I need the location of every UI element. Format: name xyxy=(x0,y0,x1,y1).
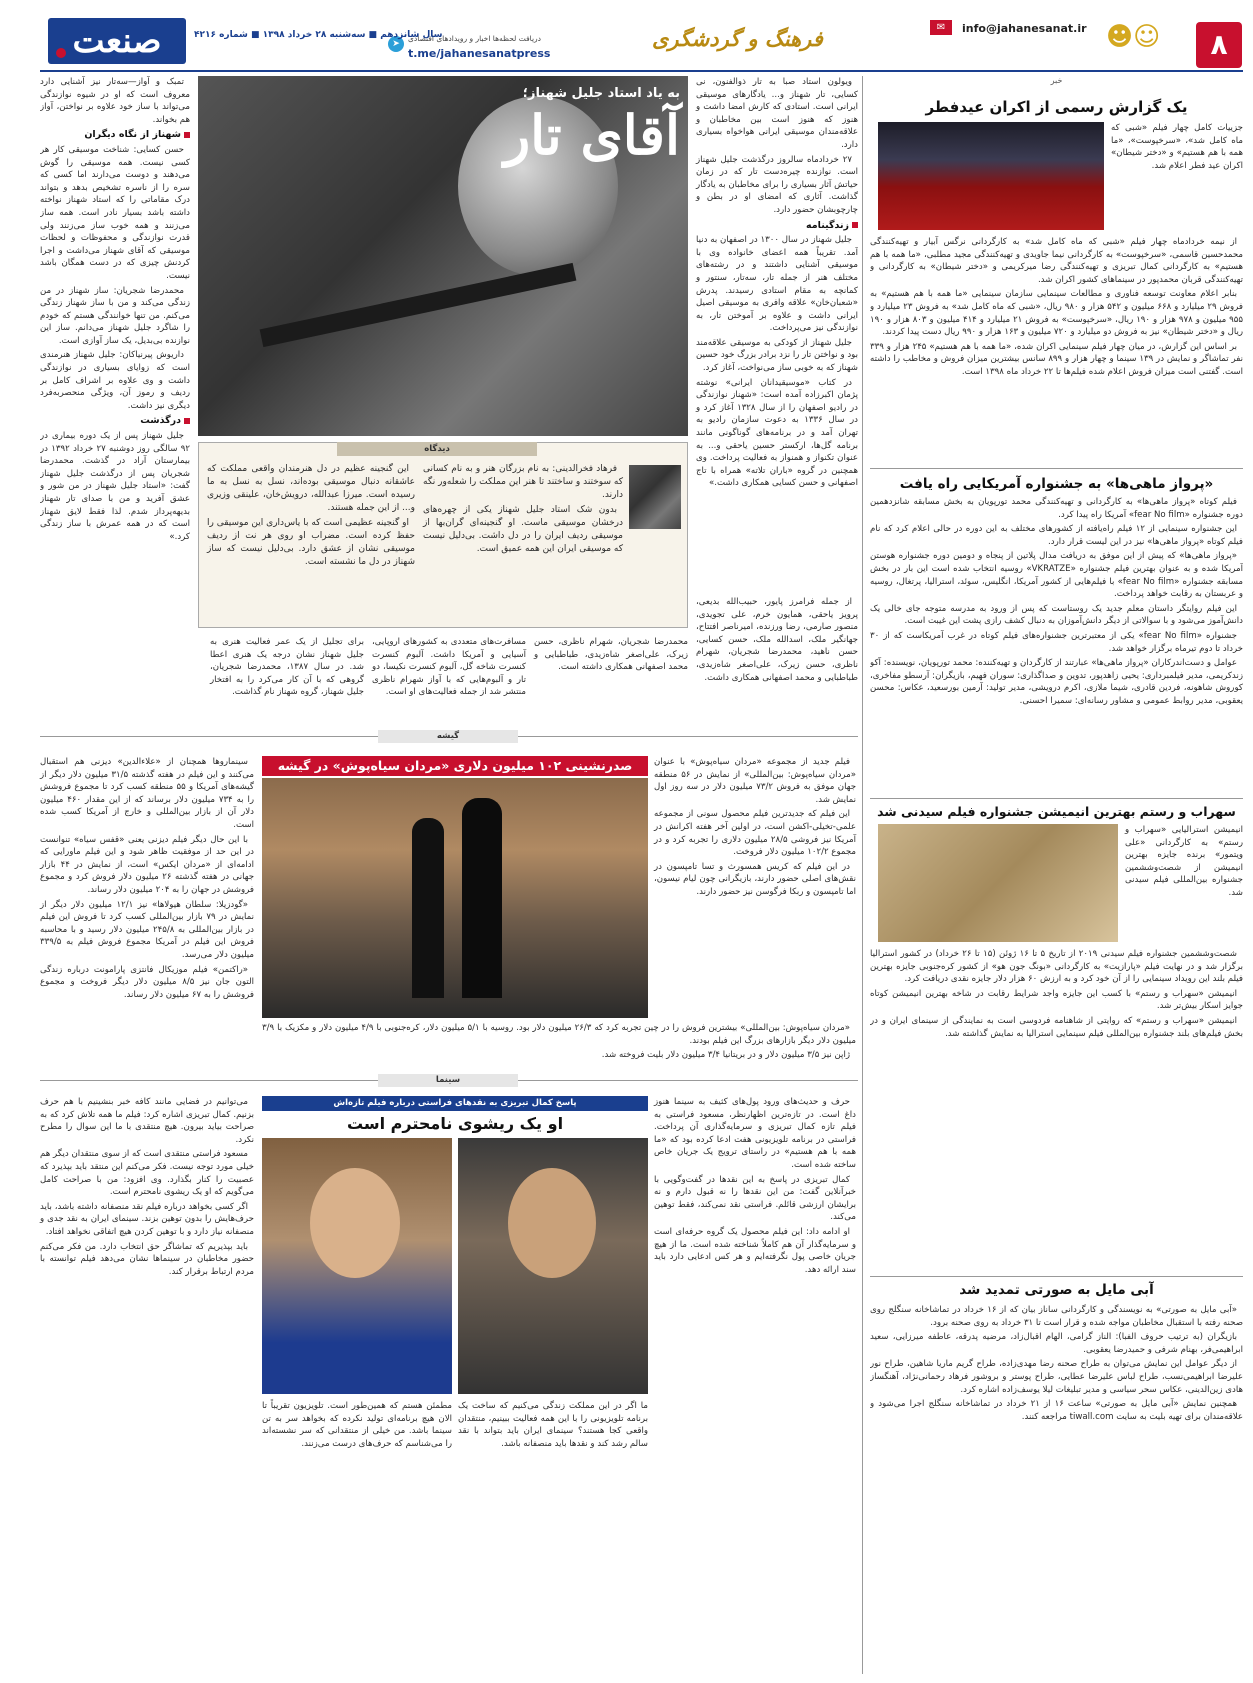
divider xyxy=(870,1276,1243,1277)
book-p: در کتاب «موسیقیدانان ایرانی» نوشته پژمان اکبرزاده آمده است: «شهناز نوازندگی در رادیو اصفهان را از سال ۱۳۲۸ آغاز کرد و در سال ۱۳۳۶ به دعوت سازمان رادیو به تهران آمد و در برنامه‌های گوناگونی مانند برنامه گل‌ها، ارکستر حسین یاحقی و... به عنوان تکنواز و همنواز به فعالیت پرداخت. وی همچنین در گروه «باران تلاته» همراه با تاج اصفهانی و حسن کسایی همکاری داشت.» xyxy=(696,377,858,489)
death-subhead: درگذشت xyxy=(40,415,190,428)
master-p4: داریوش پیرنیاکان: جلیل شهناز هنرمندی است که زوایای بسیاری در نوازندگی داشت و وی علاوه بر اشراف کامل بر ردیف و رموز آن، ویژگی منحصربه‌فرد دیگری نیز داشت. xyxy=(40,350,190,411)
story4-title: آبی مایل به صورتی تمدید شد xyxy=(959,1282,1154,1298)
story3-p2: انیمیشن «سهراب و رستم» با کسب این جایزه واجد شرایط رقابت در شاخه بهترین انیمیشن کوتاه جوایز اسکار بیش‌تر شد. xyxy=(870,988,1243,1012)
feature-strip-2: مسافرت‌های متعددی به کشورهای اروپایی، آسیایی و آمریکا داشت. آلبوم کنسرت کنسرت شاخه گل، آلبوم کنسرت نکیسا، دو تار و آلبوم‌هایی که با آواز شهرام ناظری منتشر شد از جمله فعالیت‌های او است. xyxy=(372,637,526,698)
feature-strip-1: محمدرضا شجریان، شهرام ناظری، حسن زیرک، علی‌اصغر شاه‌زیدی، طباطبایی و محمد اصفهانی همکاری داشته است. xyxy=(534,637,688,673)
masthead xyxy=(0,0,1253,72)
story3-p1: شصت‌وششمین جشنواره فیلم سیدنی ۲۰۱۹ از تاریخ ۵ تا ۱۶ ژوئن (۱۵ تا ۲۶ خرداد) در کشور استرالیا برگزار شد و در نهایت فیلم «پارازیت» به کارگردانی «بونگ جون هو» از کشور کره‌جنوبی جایزه بهترین فیلم بلند این رویداد سینمایی را از آن خود کرد و به ارزش ۶۰ هزار دلار جایزه نقدی دریافت کرد. xyxy=(870,949,1243,985)
cinema-right-col xyxy=(654,1096,856,1674)
story2-p4: این فیلم روایتگر داستان معلم جدید یک روستاست که پس از ورود به مدرسه متوجه جای خالی یک دانش‌آموز می‌شود و با سوالاتی از دیگر دانش‌آموزان به دنبال کشف رازی پشت این غیبت است. xyxy=(870,603,1243,627)
feature-right-col xyxy=(696,76,858,591)
section-title: فرهنگ و گردشگری xyxy=(652,26,823,51)
face-shape xyxy=(310,1168,400,1278)
newspaper-logo: صنعت xyxy=(48,18,186,64)
actor-figure-1 xyxy=(412,818,444,998)
names-col xyxy=(696,596,858,746)
story3-lead: انیمیشن استرالیایی «سهراب و رستم» به کارگردانی «علی ویتمور» برنده جایزه بهترین انیمیشن از شصت‌وششمین جشنواره بین‌المللی فیلم سیدنی شد. xyxy=(1125,825,1243,898)
header-rule xyxy=(40,70,1243,72)
story1-p1: از نیمه خردادماه چهار فیلم «شبی که ماه کامل شد» به کارگردانی نرگس آبیار و تهیه‌کنندگی محمدحسین قاسمی، «سرخپوست» به کارگردانی نیما جاویدی و تهیه‌کنندگی مجید مطلبی، «ما همه با هم هستیم» به کارگردانی کمال تبریزی و تهیه‌کنندگی رضا میرکریمی و «دختر شیطان» به کارگردانی و تهیه‌کنندگی قربان محمدپور در سینماهای کشور اکران شد. xyxy=(870,237,1243,285)
feature-block xyxy=(40,76,858,780)
cinema-hall-image xyxy=(878,122,1104,230)
story2-p5: جشنواره «fear No film» یکی از معتبرترین جشنواره‌های فیلم کوتاه در غرب آمریکاست که از ۳۰ خرداد تا دوم تیرماه برگزار خواهد شد. xyxy=(870,630,1243,654)
cin-left-p4: باید بپذیریم که تماشاگر حق انتخاب دارد. من فکر می‌کنم حضور مخاطبان در سینماها نشان می‌دهد فیلم توانسته با مردم ارتباط برقرار کند. xyxy=(40,1241,254,1277)
story1-lead: جزییات کامل چهار فیلم «شبی که ماه کامل شد»، «سرخپوست»، «ما همه با هم هستیم» و «دختر شیطان» اکران عید فطر اعلام شد. xyxy=(1111,123,1243,171)
death-p: جلیل شهناز پس از یک دوره بیماری در ۹۲ سالگی روز دوشنبه ۲۷ خرداد ۱۳۹۲ در بیمارستان آراد در گذشت. محمدرضا شجریان پس از درگذشت جلیل شهناز گفت: «استاد جلیل شهناز در من شور و عشق آفرید و من با صدای تار شهناز بدیهه‌پرداز شدم. لذا فقط لایق شهناز است که در همه عمرش با ساز زندگی کرد.» xyxy=(40,431,190,542)
master-p3: محمدرضا شجریان: ساز شهناز در من زندگی می‌کند و من با ساز شهناز زندگی می‌کنم. من تنها خوانندگی هستم که خودم را شاگرد جلیل شهناز می‌دانم. ساز این نوازنده بی‌بدیل، یک ساز آوازی است. xyxy=(40,285,190,346)
cin-left-p1: می‌توانیم در فضایی مانند کافه خبر بنشینیم با هم حرف بزنیم. کمال تبریزی اشاره کرد: فیلم ما همه تلاش کرد که به صراحت بیاید بیرون. هیچ منتقدی با ما این سوال را مطرح نکرد. xyxy=(40,1097,254,1145)
life-p2: جلیل شهناز از کودکی به موسیقی علاقه‌مند بود و نواختن تار را نزد برادر بزرگ خود حسین شهناز که به خوبی ساز می‌نواخت، آغاز کرد. xyxy=(696,337,858,374)
cinema-left-col xyxy=(40,1096,254,1674)
cin-left-p2: مسعود فراستی منتقدی است که از سوی منتقدان دیگر هم خیلی مورد توجه نیست. فکر می‌کنم این منتقد باید بپذیرد که عصبیت را کنار بگذارد. وی افزود: من با صراحت کامل می‌گویم که او یک ریشوی نامحترم است. xyxy=(40,1149,254,1198)
feature-kicker: به یاد استاد جلیل شهناز؛ xyxy=(522,86,680,101)
story2-p6: عوامل و دست‌اندرکاران «پرواز ماهی‌ها» عبارتند از کارگردان و تهیه‌کننده: محمد تورپویان، نویسنده: آکو زندکریمی، مدیر فیلمبرداری: یحیی زاهدپور، تدوین و صداگذاری: سوران فهیم، بازیگران: آرسطو مفاخری، کوروش شاهونه، فردین قادری، شیما ملازی، اکرم درویشی، مدیر تولید: آرمین بورسعید، عکاس: محسن یعقوبی، مدیر روابط عمومی و مشاور رسانه‌ای: سمیرا احسنی. xyxy=(870,658,1243,706)
bo-left-p3: «گودزیلا: سلطان هیولاها» نیز ۱۲/۱ میلیون دلار دیگر از نمایش در ۷۹ بازار بین‌المللی کسب کرد تا فروش این فیلم در بازار بین‌المللی به ۲۴۵/۸ میلیون دلار رسید و با محاسبه فروش این فیلم در آمریکا مجموع فروش فیلم به ۳۳۹/۵ میلیون دلار می‌رسد. xyxy=(40,899,254,960)
view-box xyxy=(198,442,688,628)
names-p: از جمله فرامرز پایور، حبیب‌الله بدیعی، پرویز یاحقی، همایون خرم، علی تجویدی، منصور صارمی، رضا ورزنده، امیرناصر افتتاح، جهانگیر ملک، اسدالله ملک، حسن کسایی، حسن ناهید، محمدرضا شجریان، شهرام ناظری، حسن زیرک، علی‌اصغر شاه‌زیدی، طباطبایی و محمد اصفهانی همکاری داشت. xyxy=(696,597,858,683)
actor-figure-2 xyxy=(462,798,502,998)
story3-title: سهراب و رستم بهترین انیمیشن جشنواره فیلم سیدنی شد xyxy=(877,804,1236,819)
box-office-tag: گیشه xyxy=(378,730,518,743)
bo-left-p4: «راکتمن» فیلم موزیکال فانتزی پارامونت درباره زندگی التون جان نیز ۸/۵ میلیون دلار دیگر فروخت و مجموع فروشش را به ۶۷ میلیون دلار رساند. xyxy=(40,964,255,1000)
news-tag: خبر xyxy=(1050,76,1063,85)
story1-body xyxy=(870,236,1243,466)
story2-p2: این جشنواره سینمایی از ۱۲ فیلم راه‌یافته از کشورهای مختلف به این دوره در حالی اعلام کرد که نام فیلم کوتاه «پرواز ماهی‌ها» نیز در این لیست قرار دارد. xyxy=(870,524,1243,547)
email-address[interactable]: info@jahanesanat.ir xyxy=(962,22,1087,35)
kamal-tabrizi-photo xyxy=(262,1138,452,1394)
men-in-black-still xyxy=(262,778,648,1018)
fakhreddini-photo xyxy=(629,465,681,529)
cinema-kicker: پاسخ کمال تبریزی به نقدهای فراستی درباره فیلم تازه‌اش xyxy=(262,1096,648,1111)
feature-strip-3: برای تجلیل از یک عمر فعالیت هنری به جلیل شهناز نشان درجه یک هنری اعطا شد. در سال ۱۳۸۷، محمدرضا شجریان، گروهی که با آن کار می‌کرد را به افتخار جلیل شهناز، گروه شهناز نام گذاشت. xyxy=(210,637,364,698)
view-p3: این گنجینه عظیم در دل هنرمندان واقعی مملکت که عاشقانه دنبال موسیقی بوده‌اند، نسل به نسل به ما رسیده است. میرزا عبدالله، درویش‌خان، علینقی وزیری و... از این جمله هستند. xyxy=(207,464,415,513)
feature-title: آقای تار xyxy=(504,103,680,167)
telegram-icon: ➤ xyxy=(388,36,404,52)
life-p1: جلیل شهناز در سال ۱۳۰۰ در اصفهان به دنیا آمد. تقریباً همه اعضای خانواده وی با موسیقی آشنایی داشتند و در رشته‌های مختلف هنر از جمله تار، سه‌تار، سنتور و کمانچه به مقام استادی رسیدند. پدرش «شعبان‌خان» علاقه وافری به موسیقی اصیل ایرانی داشت و علاوه بر آموختن تار، به نوازندگی نیز می‌پرداخت. xyxy=(696,235,858,334)
cinema-tag: سینما xyxy=(378,1074,518,1087)
issue-line: سال شانزدهم ■ سه‌شنبه ۲۸ خرداد ۱۳۹۸ ■ شماره ۴۲۱۶ xyxy=(194,30,443,40)
story4-p4: همچنین نمایش «آبی مایل به صورتی» ساعت ۱۶ از ۲۱ خرداد در تماشاخانه سنگلج اجرا می‌شود و علاقه‌مندان برای تهیه بلیت به سایت tiwall.com مراجعه کنند. xyxy=(870,1399,1243,1422)
telegram-caption: دریافت لحظه‌ها اخبار و رویدادهای اقتصادی xyxy=(408,34,541,43)
story3-body xyxy=(870,948,1243,1278)
bo-right-p4: «مردان سیاه‌پوش: بین‌المللی» بیشترین فروش را در چین تجربه کرد که ۲۶/۳ میلیون دلار بود. روسیه با ۵/۱ میلیون دلار، کره‌جنوبی با ۴/۹ میلیون دلار و مکزیک با ۳/۹ میلیون دلار دیگر بازارهای بزرگ این فیلم بودند. xyxy=(262,1023,856,1046)
face-shape xyxy=(508,1168,596,1278)
cinema-mid-right: ما اگر در این مملکت زندگی می‌کنیم که ساخت یک برنامه تلویزیونی را با این همه فعالیت ببینیم، منتقدان واقعی کجا هستند؟ سینمای ایران باید بتواند با نقد سالم رشد کند و نقدها باید منصفانه باشد. xyxy=(458,1401,648,1449)
intro-p2: ۲۷ خردادماه سالروز درگذشت جلیل شهناز است. نوازنده چیره‌دست تار که در زمان حیاتش آثار بسیاری را برای مخاطبان به یادگار گذاشت. آثاری که امضای او در بطن و چارچوبشان حضور دارد. xyxy=(696,154,858,215)
cin-right-p1: حرف و حدیث‌های ورود پول‌های کثیف به سینما هنوز داغ است. در تازه‌ترین اظهارنظر، مسعود فراستی به فیلم تازه کمال تبریزی و سرمایه‌گذاری آن پرداخت. فراستی در برنامه تلویزیونی هفت ادعا کرده بود که «ما همه با هم هستیم» در راستای ترویج یک جریان خاص ساخته شده است. xyxy=(654,1097,856,1170)
bo-right-p1: فیلم جدید از مجموعه «مردان سیاه‌پوش» با عنوان «مردان سیاه‌پوش: بین‌المللی» از نمایش در ۵۶ منطقه جهان موفق به فروش ۷۳/۲ میلیون دلار در سه روز اول نمایش شد. xyxy=(654,757,857,805)
email-icon: ✉ xyxy=(930,20,952,35)
intro-p1: ویولون استاد صبا به تار ذوالفنون، نی کسایی، تار شهناز و... یادگارهای موسیقی ایرانی است. استادی که کارش امضا داشت و هنوز که هنوز است بین مخاطبان و علاقه‌مندان موسیقی ایرانی هواخواه بسیاری دارد. xyxy=(696,77,858,150)
view-p2: بدون شک استاد جلیل شهناز یکی از چهره‌های درخشان موسیقی ماست. او گنجینه‌ای گران‌بها از موسیقی ردیف ایران را در دل داشت. بی‌دلیل نیست که موسیقی ایران این همه عمیق است. xyxy=(423,505,623,554)
bo-caption: ژاپن نیز ۳/۵ میلیون دلار و در بریتانیا ۳/۴ میلیون دلار بلیت فروخته شد. xyxy=(601,1050,850,1061)
view-tag: دیدگاه xyxy=(337,442,537,456)
divider xyxy=(870,798,1243,799)
story1-p2: بنابر اعلام معاونت توسعه فناوری و مطالعات سینمایی سازمان سینمایی «ما همه با هم هستیم» به فروش ۲۹ میلیارد و ۶۶۸ میلیون و ۵۴۲ هزار و ۹۸۰ ریال، «شبی که ماه کامل شد» به فروش ۲۳ میلیارد و ۹۵۵ میلیون و ۹۷۸ هزار و ۱۹۰ ریال، «سرخپوست» به فروش ۲۱ میلیارد و ۴۱۴ میلیون و ۸۰۳ هزار و ۱۹۰ ریال و «دختر شیطان» نیز به فروش دو میلیارد و ۷۲۰ میلیون و ۱۶۳ هزار و ۹۹۰ ریال دست پیدا کردند. xyxy=(870,289,1243,338)
tar-instrument-shape xyxy=(260,263,577,347)
master-p1: تمبک و آواز—سه‌تار نیز آشنایی دارد معروف است که او در شیوه نوازندگی می‌تواند با ساز خود علاوه بر نواختن، آواز هم بخواند. xyxy=(40,77,190,125)
cinema-mid-left: مطمئن هستم که همین‌طور است. تلویزیون تقریباً تا الان هیچ برنامه‌ای تولید نکرده که بخواهد سر به تن سینما باشد. من خیلی از منتقدانی که سر نشسته‌اند را می‌شناسم که حرف‌های درست می‌زنند. xyxy=(262,1401,452,1449)
story3-p3: انیمیشن «سهراب و رستم» که روایتی از شاهنامه فردوسی است به نمایندگی از سینمای ایران و در بخش فیلم‌های بلند جشنواره بین‌المللی فیلم سینمایی استرالیا به نمایش گذاشته شد. xyxy=(870,1015,1243,1039)
story4-p1: «آبی مایل به صورتی» به نویسندگی و کارگردانی ساناز بیان که از ۱۶ خرداد در تماشاخانه سنگلج روی صحنه رفته با استقبال مخاطبان مواجه شده و قرار است تا ۳۱ خرداد به روی صحنه برود. xyxy=(870,1305,1243,1328)
box-office-left-col xyxy=(40,756,254,1072)
page-number: ۸ xyxy=(1196,22,1242,68)
bo-right-p3: در این فیلم که کریس همسورث و تسا تامپسون در نقش‌های اصلی حضور دارند، بازیگرانی چون لیام نیسون، اما تامپسون و ربکا فرگوسن نیز حضور دارند. xyxy=(654,861,856,897)
story2-p1: فیلم کوتاه «پرواز ماهی‌ها» به کارگردانی و تهیه‌کنندگی محمد تورپویان به بخش مسابقه شانزدهمین دوره جشنواره «fear No film» آمریکا راه پیدا کرد. xyxy=(870,497,1243,520)
box-office-title: صدرنشینی ۱۰۲ میلیون دلاری «مردان سیاه‌پوش» در گیشه xyxy=(262,756,648,776)
bo-left-p2: با این حال دیگر فیلم دیزنی یعنی «قفس سیاه» تنوانست در این حد از موفقیت ظاهر شود و این فیلم ماورایی که ادامه‌ای از «مردان ایکس» است، از نمایش در ۴۴ بازار جهانی در هفته گذشته ۲۶ میلیون دلار فروش کرد و مجموع فروشش در جهان را به ۲۰۴ میلیون دلار رساند. xyxy=(40,834,255,895)
theater-masks-icon: ☺☻ xyxy=(1106,22,1161,52)
view-p4: او گنجینه عظیمی است که با یاس‌داری این موسیقی را حفظ کرده است. مضراب او روی هر نت از ردیف موسیقی نشان از عشق دارد. بی‌دلیل نیست که ساز شهناز در دل ما نشسته است. xyxy=(207,518,415,567)
story1-p3: بر اساس این گزارش، در میان چهار فیلم سینمایی اکران شده، «ما همه با هم هستیم» ۲۴۵ هزار و ۳۳۹ نفر تماشاگر و نمایش در ۱۳۹ سینما و چهار هزار و ۸۹۹ سانس بیشترین میزان فروش و مخاطب را داشته است. گفتنی است میزان فروش اعلام شده فیلم‌ها تا ۲۲ خرداد ماه ۱۳۹۸ است. xyxy=(870,341,1243,377)
view-text xyxy=(423,463,623,623)
bo-right-p2: این فیلم که جدیدترین فیلم محصول سونی از مجموعه علمی-تخیلی-اکشن است، در اولین آخر هفته اکرانش در آمریکا نیز فروشی ۲۸/۵ میلیون دلاری را تجربه کرد و در مجموع ۱۰۲/۲ میلیون دلار فروخت. xyxy=(654,809,856,858)
life-subhead: زندگینامه xyxy=(696,220,858,233)
telegram-link[interactable]: t.me/jahanesanatpress xyxy=(408,47,551,60)
view-text-2 xyxy=(207,463,415,623)
story4-p2: بازیگران (به ترتیب حروف الفبا): الناز گرامی، الهام اقبال‌زاد، مرضیه پدرقه، عاطفه میرزایی، سعید ابراهیمی‌فر، بهنام شرفی و حمیدرضا یعقوبی. xyxy=(870,1332,1243,1355)
bo-left-p1: سینماروها همچنان از «علاءالدین» دیزنی هم استقبال می‌کنند و این فیلم در هفته گذشته ۳۱/۵ میلیون دلار دیگر از گیشه‌های آمریکا و ۵۵ منطقه کسب کرد تا مجموع فروشش را به ۷۳۴ میلیون دلار برساند که از این مقدار ۴۶۰ میلیون دلار آن از بازار بین‌المللی و خارج از آمریکا کسب شده است. xyxy=(40,757,254,830)
cin-right-p2: کمال تبریزی در پاسخ به این نقدها در گفت‌وگویی با خبرآنلاین گفت: من این نقدها را نه قبول دارم و نه برایشان ارزشی قائلم. فراستی نقد نمی‌کند، فقط توهین می‌کند. xyxy=(654,1174,856,1223)
cin-left-p3: اگر کسی بخواهد درباره فیلم نقد منصفانه داشته باشد، باید حرف‌هایش را بدون توهین بزند. سینمای ایران به نقد جدی و منصفانه نیاز دارد و با توهین کردن هیچ اتفاقی نخواهد افتاد. xyxy=(40,1201,254,1237)
right-column xyxy=(870,76,1243,1674)
story2-p3: «پرواز ماهی‌ها» که پیش از این موفق به دریافت مدال پلاتین از پنجاه و دومین دوره جشنواره هوستن آمریکا شده و به عنوان بهترین فیلم جشنواره «VKRATZE» روسیه انتخاب شده است این بار در بخش مسابقه جشنواره «fear No film» با فیلم‌هایی از کشور آمریکا، انگلیس، سوئد، استرالیا، پرتغال، روسیه و عربستان به رقابت خواهد پرداخت. xyxy=(870,551,1243,600)
column-rule xyxy=(862,76,863,1674)
masoud-farasati-photo xyxy=(458,1138,648,1394)
feature-left-col xyxy=(40,76,190,736)
master-subhead: شهناز از نگاه دیگران xyxy=(40,129,190,142)
divider xyxy=(870,468,1243,469)
story2-body xyxy=(870,496,1243,796)
story4-p3: از دیگر عوامل این نمایش می‌توان به طراح صحنه رضا مهدی‌زاده، طراح گریم ماریا شاهین، طراح نور علیرضا ابراهیمی‌نسب، طراح لباس علیرضا عطایی، طراح پوستر و بروشور فرهاد رحمانی‌نژاد، آهنگساز هادی زین‌الدینی، عکاس سحر سیاسی و مدیر تبلیغات لیلا یوسف‌زاده اشاره کرد. xyxy=(870,1359,1243,1395)
box-office-bottom xyxy=(262,1022,856,1072)
cinema-title: او یک ریشوی نامحترم است xyxy=(346,1114,564,1133)
view-p1: فرهاد فخرالدینی: به نام بزرگان هنر و به نام کسانی که سوختند و ساختند تا هنر این مملکت را شعله‌ور نگه دارند. xyxy=(423,464,623,500)
story4-body xyxy=(870,1304,1243,1670)
animation-still-image xyxy=(878,824,1118,942)
story2-title: «پرواز ماهی‌ها» به جشنواره آمریکایی راه یافت xyxy=(899,476,1214,492)
cin-right-p3: او ادامه داد: این فیلم محصول یک گروه حرفه‌ای است و سرمایه‌گذار آن هم کاملاً شناخته شده است. ما از هیچ جریان خاصی پول نگرفته‌ایم و هر کس ادعایی دارد باید سند ارائه دهد. xyxy=(654,1226,856,1275)
master-p2: حسن کسایی: شناخت موسیقی کار هر کسی نیست. همه موسیقی را گوش می‌دهند و دوست می‌دارند اما کسی که سره را از ناسره تشخیص بدهد و بتواند درک مقاماتی را که استاد شهناز نواخته داشته باشد بسیار نادر است. همه ساز می‌زنند و همه خوب ساز می‌زنند ولی قدرت نوازندگی و محفوظات و لحظات موسیقی که آقای شهناز می‌داشت و اجرا کردنش چیزی که در دست همگان باشد نیست. xyxy=(40,144,190,281)
story1-title: یک گزارش رسمی از اکران عیدفطر xyxy=(925,98,1188,116)
